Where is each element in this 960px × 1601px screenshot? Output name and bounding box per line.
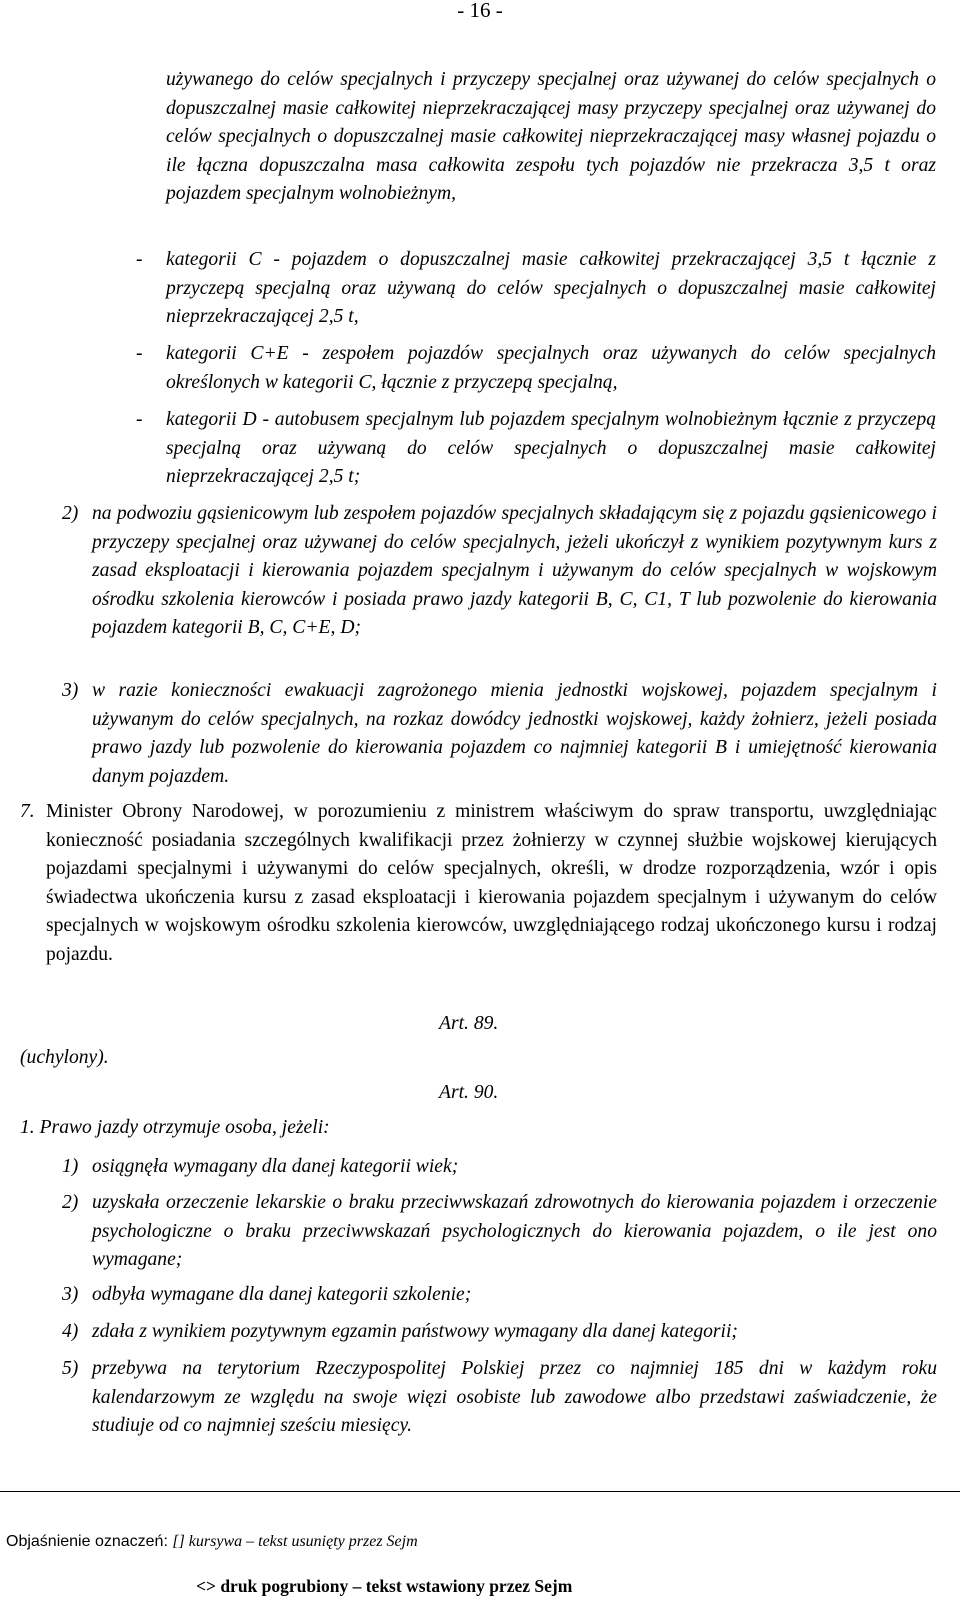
list-item: uzyskała orzeczenie lekarskie o braku przeciwwskazań zdrowotnych do kierowania pojazdem i orzeczenie psychologiczne o braku przeciwwskazań psychologicznych do kierowania pojazdem, o ile jest ono wymagane;: [92, 1192, 937, 1271]
dash-marker: -: [136, 249, 143, 270]
repealed-note: (uchylony).: [20, 1047, 109, 1068]
paragraph-continuation: używanego do celów specjalnych i przyczepy specjalnej oraz używanej do celów specjalnych o dopuszczalnej masie całkowitej nieprzekraczającej masy przyczepy specjalnej oraz używanej do celów specjalnych o dopuszczalnej masie całkowitej nieprzekraczającej masy własnej pojazdu o ile łączna dopuszczalna masa całkowita zespołu tych pojazdów nie przekracza 3,5 t oraz pojazdem specjalnym wolnobieżnym,: [166, 69, 936, 205]
point-3: w razie konieczności ewakuacji zagrożonego mienia jednostki wojskowej, pojazdem specjalnym i używanym do celów specjalnych, na rozkaz dowódcy jednostki wojskowej, każdy żołnierz, jeżeli posiada prawo jazdy lub pozwolenie do kierowania pojazdem co najmniej kategorii B i umiejętność kierowania danym pojazdem.: [92, 680, 937, 787]
point-2: na podwoziu gąsienicowym lub zespołem pojazdów specjalnych składającym się z pojazdu gąsienicowego i przyczepy specjalnej oraz używanej do celów specjalnych, jeżeli ukończył z wynikiem pozytywnym kurs z zasad eksploatacji i kierowania pojazdem specjalnym i używanym do celów specjalnych w wojskowym ośrodku szkolenia kierowców i posiada prawo jazdy kategorii B, C, C1, T lub pozwolenie do kierowania pojazdem kategorii B, C, C+E, D;: [92, 503, 937, 639]
item-category-d: kategorii D - autobusem specjalnym lub pojazdem specjalnym wolnobieżnym łącznie z przyczepą specjalną oraz używaną do celów specjalnych o dopuszczalnej masie całkowitej nieprzekraczającej 2,5 t;: [166, 409, 936, 488]
footer-divider: [0, 1491, 960, 1492]
footer-legend: [6, 1533, 418, 1551]
item-category-ce: kategorii C+E - zespołem pojazdów specjalnych oraz używanych do celów specjalnych określonych w kategorii C, łącznie z przyczepą specjalną,: [166, 343, 936, 393]
section-1-lead: 1. Prawo jazdy otrzymuje osoba, jeżeli:: [20, 1117, 330, 1138]
list-item: odbyła wymagane dla danej kategorii szkolenie;: [92, 1284, 472, 1305]
page-number: - 16 -: [457, 0, 503, 22]
list-item: przebywa na terytorium Rzeczypospolitej Polskiej przez co najmniej 185 dni w każdym roku kalendarzowym ze względu na swoje więzi osobiste lub zawodowe albo przedstawi zaświadczenie, że studiuje od co najmniej sześciu miesięcy.: [92, 1358, 937, 1437]
list-number: 1): [62, 1156, 79, 1177]
point-number: 3): [62, 680, 79, 701]
dash-marker: -: [136, 343, 143, 364]
list-number: 3): [62, 1284, 79, 1305]
list-number: 4): [62, 1321, 79, 1342]
legend-italic: [] kursywa – tekst usunięty przez Sejm: [172, 1533, 418, 1550]
article-89-heading: Art. 89.: [439, 1013, 499, 1034]
legend-bold: <> druk pogrubiony – tekst wstawiony przez Sejm: [196, 1576, 573, 1596]
point-number: 2): [62, 503, 79, 524]
list-number: 5): [62, 1358, 79, 1379]
list-item: zdała z wynikiem pozytywnym egzamin państwowy wymagany dla danej kategorii;: [92, 1321, 738, 1342]
list-number: 2): [62, 1192, 79, 1213]
section-7: Minister Obrony Narodowej, w porozumieniu z ministrem właściwym do spraw transportu, uwzględniając konieczność posiadania szczególnych kwalifikacji przez żołnierzy w czynnej służbie wojskowej kierujących pojazdami specjalnymi i używanymi do celów specjalnych, określi, w drodze rozporządzenia, wzór i opis świadectwa ukończenia kursu z zasad eksploatacji i kierowania pojazdem specjalnym i używanym do celów specjalnych w wojskowym ośrodku szkolenia kierowców, uwzględniającego rodzaj ukończonego kursu i rodzaj pojazdu.: [46, 801, 937, 965]
dash-marker: -: [136, 409, 143, 430]
article-90-heading: Art. 90.: [439, 1082, 499, 1103]
legend-label: Objaśnienie oznaczeń:: [6, 1533, 168, 1550]
item-category-c: kategorii C - pojazdem o dopuszczalnej masie całkowitej przekraczającej 3,5 t łącznie z przyczepą specjalną oraz używaną do celów specjalnych o dopuszczalnej masie całkowitej nieprzekraczającej 2,5 t,: [166, 249, 936, 328]
list-item: osiągnęła wymagany dla danej kategorii wiek;: [92, 1156, 459, 1177]
section-number: 7.: [20, 801, 35, 822]
